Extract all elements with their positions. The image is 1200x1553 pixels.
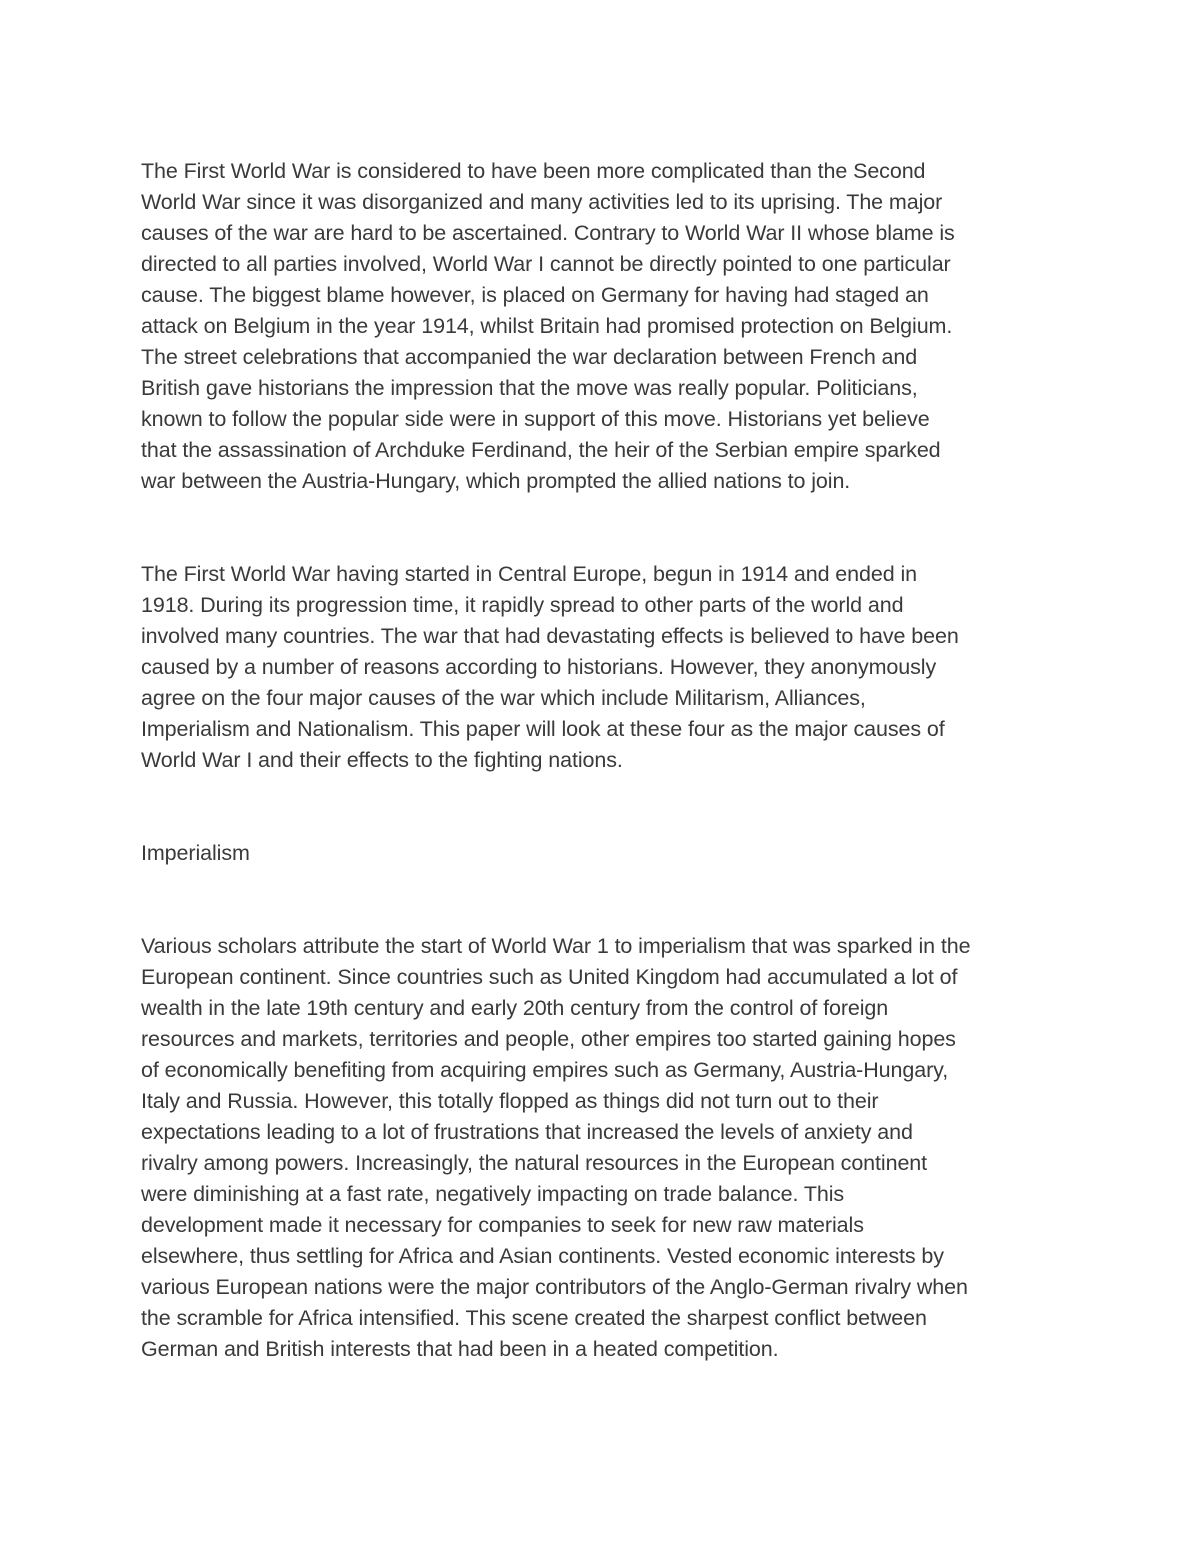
text-line: various European nations were the major contributors of the Anglo-German rivalry when bbox=[141, 1275, 968, 1299]
text-line: of economically benefiting from acquiring empires such as Germany, Austria-Hungary, bbox=[141, 1058, 949, 1082]
text-line: British gave historians the impression that the move was really popular. Politicians, bbox=[141, 376, 918, 400]
text-line: European continent. Since countries such as United Kingdom had accumulated a lot of bbox=[141, 965, 958, 989]
text-line: agree on the four major causes of the war which include Militarism, Alliances, bbox=[141, 686, 866, 710]
text-line: Various scholars attribute the start of World War 1 to imperialism that was sparked in the bbox=[141, 934, 971, 958]
text-line: World War since it was disorganized and many activities led to its uprising. The major bbox=[141, 190, 943, 214]
text-line: war between the Austria-Hungary, which prompted the allied nations to join. bbox=[141, 469, 851, 493]
text-line: Imperialism and Nationalism. This paper will look at these four as the major causes of bbox=[141, 717, 945, 741]
text-line: known to follow the popular side were in support of this move. Historians yet believe bbox=[141, 407, 930, 431]
text-line: 1918. During its progression time, it rapidly spread to other parts of the world and bbox=[141, 593, 904, 617]
text-line: German and British interests that had been in a heated competition. bbox=[141, 1337, 779, 1361]
text-line: The First World War having started in Central Europe, begun in 1914 and ended in bbox=[141, 562, 918, 586]
text-line: The street celebrations that accompanied the war declaration between French and bbox=[141, 345, 918, 369]
document-body bbox=[141, 156, 1071, 1365]
text-line: rivalry among powers. Increasingly, the natural resources in the European continent bbox=[141, 1151, 928, 1175]
paragraph-overview bbox=[141, 559, 1071, 776]
text-line: caused by a number of reasons according to historians. However, they anonymously bbox=[141, 655, 937, 679]
text-line: causes of the war are hard to be ascertained. Contrary to World War II whose blame is bbox=[141, 221, 955, 245]
text-line: attack on Belgium in the year 1914, whilst Britain had promised protection on Belgium. bbox=[141, 314, 953, 338]
paragraph-intro bbox=[141, 156, 1071, 497]
text-line: that the assassination of Archduke Ferdinand, the heir of the Serbian empire sparked bbox=[141, 438, 941, 462]
paragraph-spacer bbox=[141, 497, 1071, 559]
text-line: wealth in the late 19th century and early 20th century from the control of foreign bbox=[141, 996, 889, 1020]
text-line: were diminishing at a fast rate, negatively impacting on trade balance. This bbox=[141, 1182, 845, 1206]
text-line: development made it necessary for companies to seek for new raw materials bbox=[141, 1213, 864, 1237]
text-line: Italy and Russia. However, this totally flopped as things did not turn out to their bbox=[141, 1089, 879, 1113]
text-line: resources and markets, territories and people, other empires too started gaining hopes bbox=[141, 1027, 956, 1051]
text-line: involved many countries. The war that had devastating effects is believed to have been bbox=[141, 624, 959, 648]
section-heading: Imperialism bbox=[141, 841, 250, 865]
section-heading-imperialism bbox=[141, 838, 1071, 869]
paragraph-spacer bbox=[141, 869, 1071, 931]
paragraph-imperialism bbox=[141, 931, 1071, 1365]
text-line: World War I and their effects to the fighting nations. bbox=[141, 748, 623, 772]
paragraph-spacer bbox=[141, 776, 1071, 838]
text-line: cause. The biggest blame however, is placed on Germany for having had staged an bbox=[141, 283, 929, 307]
text-line: expectations leading to a lot of frustrations that increased the levels of anxiety and bbox=[141, 1120, 913, 1144]
text-line: directed to all parties involved, World War I cannot be directly pointed to one particular bbox=[141, 252, 951, 276]
text-line: The First World War is considered to have been more complicated than the Second bbox=[141, 159, 926, 183]
text-line: elsewhere, thus settling for Africa and Asian continents. Vested economic interests by bbox=[141, 1244, 944, 1268]
text-line: the scramble for Africa intensified. This scene created the sharpest conflict between bbox=[141, 1306, 927, 1330]
